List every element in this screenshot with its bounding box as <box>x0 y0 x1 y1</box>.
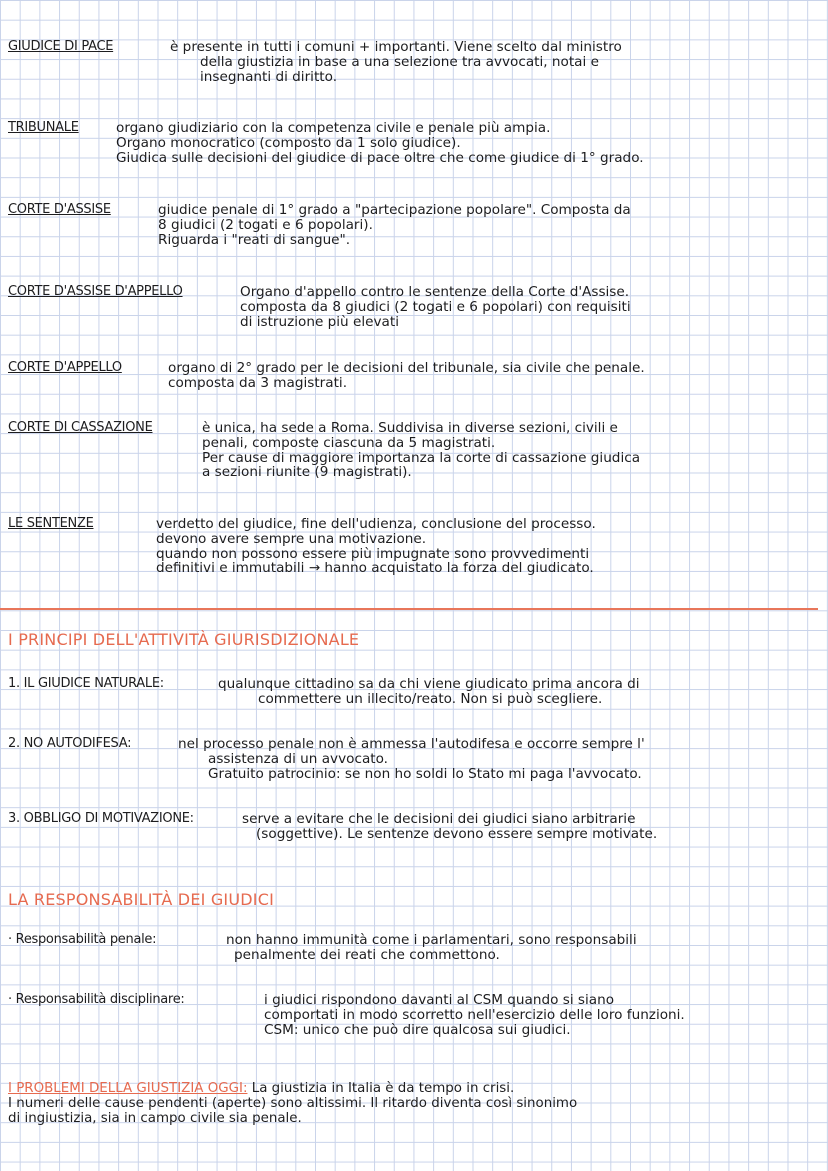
entry-body <box>240 285 818 329</box>
problems-block <box>8 1082 818 1142</box>
responsibility-line: non hanno immunità come i parlamentari, sono responsabili <box>226 932 637 948</box>
principle-term: 3. OBBLIGO DI MOTIVAZIONE: <box>8 811 194 826</box>
entry-line: composta da 3 magistrati. <box>168 374 348 391</box>
entry-corte-assise <box>8 203 818 263</box>
entry-corte-cassazione <box>8 421 818 491</box>
entry-line: composta da 8 giudici (2 togati e 6 popolari) con requisiti <box>240 298 631 315</box>
principle-line: qualunque cittadino sa da chi viene giudicato prima ancora di <box>218 676 640 692</box>
entry-sentenze <box>8 517 818 592</box>
entry-body <box>158 203 818 247</box>
responsibility-item <box>8 993 818 1048</box>
principle-line: assistenza di un avvocato. <box>208 750 388 767</box>
entry-line: 8 giudici (2 togati e 6 popolari). <box>158 216 373 233</box>
entry-corte-assise-appello <box>8 285 818 345</box>
entry-term: GIUDICE DI PACE <box>8 39 114 54</box>
entry-line: Organo monocratico (composto da 1 solo giudice). <box>116 134 461 151</box>
responsibility-line: penalmente dei reati che commettono. <box>234 946 500 963</box>
entry-body <box>168 361 818 391</box>
entry-tribunale <box>8 121 818 181</box>
principle-line: commettere un illecito/reato. Non si può scegliere. <box>258 690 603 707</box>
entry-line: di istruzione più elevati <box>240 313 399 330</box>
entry-line: devono avere sempre una motivazione. <box>156 530 427 547</box>
problems-first-line <box>8 1082 818 1097</box>
entry-line: a sezioni riunite (9 magistrati). <box>202 464 412 481</box>
responsibility-term: · Responsabilità penale: <box>8 932 157 947</box>
responsibility-line: comportati in modo scorretto nell'esercizio delle loro funzioni. <box>264 1006 685 1023</box>
responsibility-term: · Responsabilità disciplinare: <box>8 992 185 1007</box>
entry-body <box>156 517 818 576</box>
principle-item <box>8 677 818 717</box>
entry-body <box>170 40 818 84</box>
principle-line: serve a evitare che le decisioni dei giudici siano arbitrarie <box>242 811 636 827</box>
principle-line: Gratuito patrocinio: se non ho soldi lo Stato mi paga l'avvocato. <box>208 765 642 782</box>
principle-item <box>8 737 818 792</box>
principle-item <box>8 812 818 852</box>
entry-line: è presente in tutti i comuni + importanti. Viene scelto dal ministro <box>170 39 622 55</box>
entry-line: Giudica sulle decisioni del giudice di pace oltre che come giudice di 1° grado. <box>116 149 644 166</box>
section-divider <box>0 608 818 610</box>
entry-term: TRIBUNALE <box>8 120 79 135</box>
principle-body <box>218 677 818 707</box>
entry-corte-appello <box>8 361 818 401</box>
principle-term: 2. NO AUTODIFESA: <box>8 736 132 751</box>
entry-line: è unica, ha sede a Roma. Suddivisa in diverse sezioni, civili e <box>202 420 618 436</box>
entry-line: Per cause di maggiore importanza la corte di cassazione giudica <box>202 449 641 466</box>
problems-line: I numeri delle cause pendenti (aperte) sono altissimi. Il ritardo diventa così sinonimo <box>8 1095 578 1111</box>
responsibility-body <box>264 993 818 1037</box>
entry-line: definitivi e immutabili → hanno acquistato la forza del giudicato. <box>156 560 594 577</box>
principle-line: nel processo penale non è ammessa l'autodifesa e occorre sempre l' <box>178 736 645 752</box>
entry-line: organo giudiziario con la competenza civile e penale più ampia. <box>116 120 551 136</box>
responsibility-line: CSM: unico che può dire qualcosa sui giudici. <box>264 1021 571 1038</box>
principle-body <box>178 737 818 781</box>
entry-term: CORTE D'APPELLO <box>8 360 122 375</box>
entry-term: LE SENTENZE <box>8 516 94 531</box>
principle-body <box>242 812 818 842</box>
entry-term: CORTE D'ASSISE D'APPELLO <box>8 284 183 299</box>
responsibility-item <box>8 933 818 973</box>
problems-line: di ingiustizia, sia in campo civile sia penale. <box>8 1110 302 1126</box>
entry-line: quando non possono essere più impugnate sono provvedimenti <box>156 545 590 562</box>
problems-intro: La giustizia in Italia è da tempo in crisi. <box>251 1081 515 1096</box>
entry-line: giudice penale di 1° grado a "partecipazione popolare". Composta da <box>158 202 631 218</box>
entry-line: Riguarda i "reati di sangue". <box>158 231 351 248</box>
responsibility-heading: LA RESPONSABILITÀ DEI GIUDICI <box>8 890 274 909</box>
entry-line: Organo d'appello contro le sentenze della Corte d'Assise. <box>240 284 630 300</box>
entry-body <box>202 421 818 480</box>
entry-line: insegnanti di diritto. <box>200 68 338 85</box>
problems-heading: I PROBLEMI DELLA GIUSTIZIA OGGI: <box>8 1081 248 1096</box>
entry-line: verdetto del giudice, fine dell'udienza, conclusione del processo. <box>156 516 596 532</box>
entry-line: organo di 2° grado per le decisioni del tribunale, sia civile che penale. <box>168 360 645 376</box>
principle-line: (soggettive). Le sentenze devono essere sempre motivate. <box>256 825 658 842</box>
entry-body <box>116 121 818 165</box>
responsibility-body <box>226 933 818 963</box>
entry-term: CORTE DI CASSAZIONE <box>8 420 153 435</box>
entry-line: penali, composte ciascuna da 5 magistrati. <box>202 434 496 451</box>
principles-heading: I PRINCIPI DELL'ATTIVITÀ GIURISDIZIONALE <box>8 630 360 649</box>
principle-term: 1. IL GIUDICE NATURALE: <box>8 676 164 691</box>
entry-giudice-di-pace <box>8 40 818 100</box>
entry-line: della giustizia in base a una selezione tra avvocati, notai e <box>200 53 599 70</box>
entry-term: CORTE D'ASSISE <box>8 202 111 217</box>
responsibility-line: i giudici rispondono davanti al CSM quando si siano <box>264 992 615 1008</box>
